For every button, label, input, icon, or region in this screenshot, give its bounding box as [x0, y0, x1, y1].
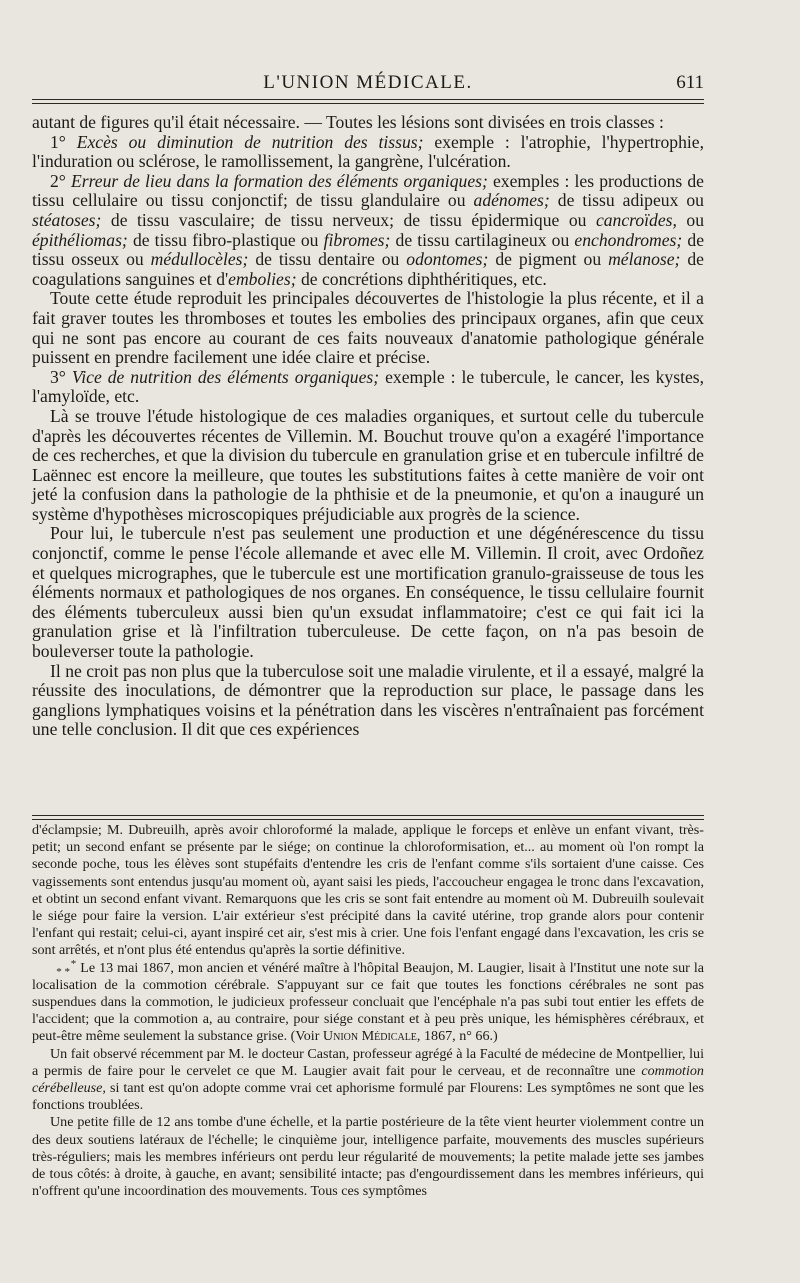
list-number: 3° — [50, 366, 66, 387]
text-run: de tissu vasculaire; de tissu nerveux; de tissu épidermique ou — [110, 209, 587, 230]
paragraph: autant de figures qu'il était nécessaire. — Toutes les lésions sont divisées en trois classes : — [32, 112, 664, 132]
running-head — [32, 72, 704, 96]
text-run: de tissu fibro-plastique ou — [132, 229, 319, 250]
paragraph: Pour lui, le tubercule n'est pas seulement une production et une dégénérescence du tissu conjonctif, comme le pense l'école allemande et avec elle M. Villemin. Il croit, avec Ordoñez et quelques micrographes, que le tubercule est une mortification granulo-graisseuse de tous les éléments normaux et pathologiques de nos organes. En conséquence, le tissu cellulaire fournit des éléments tuberculeux aussi bien qu'un exsudat inflammatoire; c'est ce qui fait ici la granulation grise et là l'infiltration tuberculeuse. De cette façon, on n'a pas besoin de bouleverser toute la pathologie. — [32, 523, 704, 662]
text-run: exemples : les productions de tissu cellulaire ou tissu conjonctif; de tissu glandulaire ou — [32, 170, 704, 211]
footnote-paragraph: Une petite fille de 12 ans tombe d'une échelle, et la partie postérieure de la tête vient heurter violemment contre un des deux soutiens latéraux de l'échelle; le cinquième jour, intelligence parfaite, mouvements des muscles supérieurs très-réguliers; mais les membres inférieurs ont perdu leur régularité de mouvements; la petite malade jette ses jambes de tous côtés: à droite, à gauche, en avant; sensibilité intacte; pas d'engourdissement dans les membres inférieurs, qui n'offrent qu'une incoordination des mouvements. Tous ces symptômes — [32, 1114, 704, 1200]
term: médullocèles; — [150, 249, 249, 270]
term: embolies; — [228, 268, 297, 289]
paragraph: Là se trouve l'étude histologique de ces maladies organiques, et surtout celle du tubercule d'après les découvertes récentes de Villemin. M. Bouchut trouve qu'on a exagéré l'importance de ces recherches, et que la division du tubercule en granulation grise et en tubercule infiltré de Laënnec est encore la meilleure, que toutes les substitutions faites à cette manière de voir ont jeté la confusion dans la pathologie de la phthisie et de la pneumonie, et qu'on a inauguré un système d'hypothèses microscopiques préjudiciable aux progrès de la science. — [32, 405, 704, 524]
asterism-symbol: * * * — [56, 957, 77, 978]
text-run: de tissu cartilagineux ou — [395, 229, 570, 250]
term: odontomes; — [406, 249, 489, 270]
header-rule — [32, 99, 704, 104]
paragraph — [32, 368, 704, 407]
text-run: de coagulations sanguines et d' — [32, 249, 704, 289]
footnote-paragraph — [32, 1046, 704, 1115]
text-run: de tissu osseux ou — [32, 229, 705, 270]
footnote-text — [32, 822, 704, 1200]
main-text — [32, 113, 704, 740]
text-run: de tissu dentaire ou — [255, 249, 400, 270]
term: stéatoses; — [32, 209, 102, 230]
list-number: 2° — [50, 170, 66, 191]
text-run: Le 13 mai 1867, mon ancien et vénéré maître à l'hôpital Beaujon, M. Laugier, lisait à l'Institut une note sur la localisation de la commotion cérébrale. S'appuyant sur ce fait que toutes les fonctions cérébrales ne sont pas suspendues dans la commotion, le judicieux professeur concluait que l'encéphale n'a pas subi tout entier les effets de l'accident; que la commotion a, au contraire, pour siége constant et à peu près unique, les hémisphères cérébraux, et peut-être même seulement la substance grise. (Voir — [32, 959, 704, 1045]
text-run: de concrétions diphthéritiques, etc. — [300, 268, 547, 289]
running-title: L'UNION MÉDICALE. — [263, 72, 473, 93]
list-number: 1° — [50, 131, 66, 152]
footnote-paragraph: d'éclampsie; M. Dubreuilh, après avoir chloroformé la malade, applique le forceps et enlève un enfant vivant, très-petit; un second enfant se présente par le siége; on continue la chloroformisation, et... au moment où l'on rompt la seconde poche, tous les élèves sont stupéfaits d'entendre les cris de l'enfant comme s'ils sortaient d'une caisse. Ces vagissements sont entendus jusqu'au moment où, ayant saisi les pieds, l'accoucheur engagea le tronc dans l'excavation, et obtint un second enfant vivant. Remarquons que les cris se sont fait entendre au moment où M. Dubreuilh soulevait le siége pour faire la version. L'air extérieur s'est précipité dans la cavité utérine, trop grande alors pour contenir l'enfant qui restait; celui-ci, ayant inspiré cet air, s'est mis à crier. Une fois l'enfant engagé dans l'excavation, les cris se sont arrêtés, et n'ont plus été entendus qu'après la sortie définitive. — [32, 822, 704, 959]
term: épithéliomas; — [32, 229, 128, 250]
text-run: exemple : l'atrophie, l'hypertrophie, l'induration ou sclérose, le ramollissement, la gangrène, l'ulcération. — [32, 131, 704, 172]
footnote-paragraph — [32, 957, 704, 1046]
term: fibromes; — [323, 229, 391, 250]
term: commotion cérébelleuse, — [32, 1062, 704, 1097]
term: enchondromes; — [574, 229, 683, 250]
text-run: de tissu adipeux ou — [557, 190, 704, 211]
text-run: si tant est qu'on adopte comme vrai cet aphorisme formulé par Flourens: Les symptômes ne sont que les fonctions troublées. — [32, 1080, 705, 1114]
paragraph: Toute cette étude reproduit les principales découvertes de l'histologie la plus récente, et il a fait graver toutes les thromboses et toutes les embolies des principaux organes, afin que ceux qui ne sont pas encore au courant de ces faits nouveaux d'anatomie pathologique générale puissent en prendre facilement une idée claire et précise. — [32, 288, 704, 368]
paragraph — [32, 133, 704, 172]
text-run: exemple : le tubercule, le cancer, les kystes, l'amyloïde, etc. — [32, 366, 705, 407]
class-heading: Erreur de lieu dans la formation des éléments organiques; — [70, 170, 488, 191]
text-run: ou — [686, 209, 704, 230]
footnote-rule — [32, 815, 704, 820]
page-number: 611 — [676, 72, 704, 93]
paragraph — [32, 172, 704, 290]
term: cancroïdes, — [595, 209, 677, 230]
paragraph: Il ne croit pas non plus que la tuberculose soit une maladie virulente, et il a essayé, malgré la réussite des inoculations, de démontrer que la reproduction sur place, le passage dans les ganglions lymphatiques voisins et la pénétration dans les viscères n'entraînaient pas forcément une telle conclusion. Il dit que ces expériences — [32, 660, 704, 740]
text-run: Un fait observé récemment par M. le docteur Castan, professeur agrégé à la Faculté de médecine de Montpellier, lui a permis de faire pour le cervelet ce que M. Laugier avait fait pour le cerveau, et de reconnaître une — [32, 1045, 704, 1079]
text-run: de pigment ou — [495, 249, 602, 270]
class-heading: Excès ou diminution de nutrition des tissus; — [76, 131, 424, 152]
class-heading: Vice de nutrition des éléments organiques; — [71, 366, 380, 387]
journal-reference: Union Médicale — [322, 1028, 417, 1045]
term: adénomes; — [473, 190, 550, 211]
text-run: , 1867, n° 66.) — [416, 1028, 498, 1045]
term: mélanose; — [608, 249, 681, 270]
